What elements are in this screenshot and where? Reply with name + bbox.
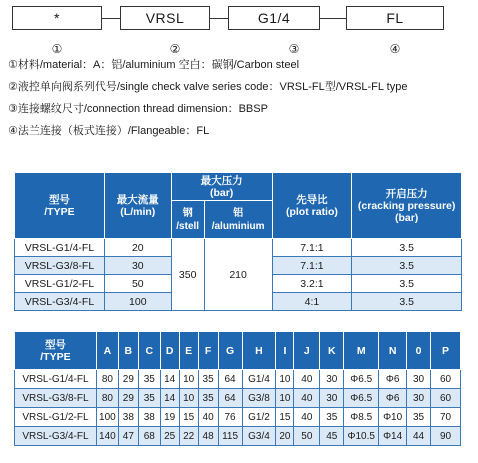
header-dim-j: J bbox=[294, 332, 320, 370]
cell-dimension: 40 bbox=[198, 408, 218, 427]
cell-ratio: 3.2:1 bbox=[272, 275, 352, 293]
cell-dimension: 29 bbox=[118, 370, 138, 389]
cell-dimension: Φ6.5 bbox=[344, 389, 379, 408]
cell-dimension: 70 bbox=[431, 408, 461, 427]
header-dim-i: I bbox=[276, 332, 294, 370]
cell-dimension: 10 bbox=[179, 389, 198, 408]
header-dim-m: M bbox=[344, 332, 379, 370]
cell-dimension: 22 bbox=[179, 427, 198, 446]
cell-dimension: 35 bbox=[138, 370, 160, 389]
cell-dimension: 140 bbox=[96, 427, 118, 446]
header-steel: 钢 /stell bbox=[171, 201, 204, 239]
cell-flow: 50 bbox=[104, 275, 171, 293]
cell-dimension: 10 bbox=[179, 370, 198, 389]
cell-dimension: 76 bbox=[218, 408, 242, 427]
cell-dimension: Φ6.5 bbox=[344, 370, 379, 389]
cell-dimension: 30 bbox=[320, 389, 344, 408]
cell-steel-pressure: 350 bbox=[171, 239, 204, 311]
cell-dimension: 35 bbox=[138, 389, 160, 408]
cell-ratio: 7.1:1 bbox=[272, 239, 352, 257]
header-dim-b: B bbox=[118, 332, 138, 370]
cell-dimension: 64 bbox=[218, 389, 242, 408]
cell-dimension: G3/8 bbox=[242, 389, 276, 408]
cell-dimension: 29 bbox=[118, 389, 138, 408]
header-dim-p: P bbox=[431, 332, 461, 370]
cell-ratio: 4:1 bbox=[272, 293, 352, 311]
table-row bbox=[15, 427, 461, 446]
cell-flow: 100 bbox=[104, 293, 171, 311]
cell-flow: 20 bbox=[104, 239, 171, 257]
cell-dimension: 68 bbox=[138, 427, 160, 446]
header-dim-a: A bbox=[96, 332, 118, 370]
cell-dimension: 10 bbox=[276, 370, 294, 389]
table-row bbox=[15, 389, 461, 408]
code-marker-4: ④ bbox=[389, 42, 401, 56]
cell-dimension: 48 bbox=[198, 427, 218, 446]
cell-dimension: 47 bbox=[118, 427, 138, 446]
cell-dimension: 60 bbox=[431, 370, 461, 389]
cell-dimension: 19 bbox=[160, 408, 179, 427]
cell-dimension: Φ6 bbox=[379, 370, 407, 389]
cell-cracking: 3.5 bbox=[352, 293, 462, 311]
cell-dimension: 38 bbox=[138, 408, 160, 427]
header-dim-n: N bbox=[379, 332, 407, 370]
cell-dimension: Φ10 bbox=[379, 408, 407, 427]
header-dim-e: E bbox=[179, 332, 198, 370]
cell-dimension: 60 bbox=[431, 389, 461, 408]
cell-type: VRSL-G3/4-FL bbox=[15, 293, 105, 311]
header-type: 型号 /TYPE bbox=[15, 173, 105, 239]
header-dim-h: H bbox=[242, 332, 276, 370]
cell-type: VRSL-G1/2-FL bbox=[15, 275, 105, 293]
cell-dimension: 100 bbox=[96, 408, 118, 427]
cell-type: VRSL-G3/8-FL bbox=[15, 257, 105, 275]
header-max-pressure: 最大压力 (bar) bbox=[171, 173, 272, 201]
cell-dimension: 45 bbox=[320, 427, 344, 446]
cell-dimension: 30 bbox=[320, 370, 344, 389]
table-row bbox=[15, 408, 461, 427]
cell-dimension: Φ10.5 bbox=[344, 427, 379, 446]
cell-dimension: 14 bbox=[160, 389, 179, 408]
cell-flow: 30 bbox=[104, 257, 171, 275]
cell-dimension: 90 bbox=[431, 427, 461, 446]
desc-material: ①材料/material：A：铝/aluminium 空白：碳钢/Carbon steel bbox=[8, 59, 300, 71]
cell-dimension: 35 bbox=[320, 408, 344, 427]
cell-dimension: Φ8.5 bbox=[344, 408, 379, 427]
cell-dimension: G1/2 bbox=[242, 408, 276, 427]
table-row bbox=[15, 239, 462, 257]
cell-dimension: 35 bbox=[198, 370, 218, 389]
cell-dimension: 15 bbox=[179, 408, 198, 427]
cell-dimension: 64 bbox=[218, 370, 242, 389]
code-separator bbox=[210, 18, 228, 19]
cell-cracking: 3.5 bbox=[352, 275, 462, 293]
code-box-flange: FL bbox=[346, 6, 444, 30]
cell-cracking: 3.5 bbox=[352, 239, 462, 257]
cell-dimension: 30 bbox=[407, 370, 431, 389]
cell-type: VRSL-G3/4-FL bbox=[15, 427, 97, 446]
desc-thread: ③连接螺纹尺寸/connection thread dimension：BBSP bbox=[8, 103, 268, 115]
cell-type: VRSL-G3/8-FL bbox=[15, 389, 97, 408]
dimension-table bbox=[14, 331, 461, 446]
code-marker-2: ② bbox=[169, 42, 181, 56]
cell-cracking: 3.5 bbox=[352, 257, 462, 275]
cell-dimension: 30 bbox=[407, 389, 431, 408]
cell-dimension: 20 bbox=[276, 427, 294, 446]
code-box-thread: G1/4 bbox=[228, 6, 320, 30]
header-dim-c: C bbox=[138, 332, 160, 370]
cell-dimension: Φ6 bbox=[379, 389, 407, 408]
cell-dimension: 35 bbox=[198, 389, 218, 408]
cell-dimension: 15 bbox=[276, 408, 294, 427]
header-cracking-pressure: 开启压力 (cracking pressure) (bar) bbox=[352, 173, 462, 239]
cell-dimension: 115 bbox=[218, 427, 242, 446]
header-dim-0: 0 bbox=[407, 332, 431, 370]
table-row bbox=[15, 370, 461, 389]
cell-dimension: 35 bbox=[407, 408, 431, 427]
cell-dimension: 40 bbox=[294, 408, 320, 427]
cell-dimension: Φ14 bbox=[379, 427, 407, 446]
desc-series: ②液控单向阀系列代号/single check valve series code：VRSL-FL型/VRSL-FL type bbox=[8, 81, 408, 93]
cell-dimension: 80 bbox=[96, 389, 118, 408]
desc-flange: ④法兰连接（板式连接）/Flangeable：FL bbox=[8, 125, 210, 137]
cell-type: VRSL-G1/4-FL bbox=[15, 370, 97, 389]
header-pilot-ratio: 先导比 (plot ratio) bbox=[272, 173, 352, 239]
header-type: 型号 /TYPE bbox=[15, 332, 97, 370]
code-separator bbox=[320, 18, 346, 19]
cell-dimension: 50 bbox=[294, 427, 320, 446]
header-max-flow: 最大流量 (L/min) bbox=[104, 173, 171, 239]
cell-dimension: 10 bbox=[276, 389, 294, 408]
spec-table bbox=[14, 172, 462, 311]
code-box-material: * bbox=[12, 6, 102, 30]
code-separator bbox=[102, 18, 120, 19]
code-marker-1: ① bbox=[51, 42, 63, 56]
cell-dimension: G1/4 bbox=[242, 370, 276, 389]
header-dim-k: K bbox=[320, 332, 344, 370]
code-box-series: VRSL bbox=[120, 6, 210, 30]
header-dim-d: D bbox=[160, 332, 179, 370]
cell-dimension: 25 bbox=[160, 427, 179, 446]
cell-dimension: 44 bbox=[407, 427, 431, 446]
cell-dimension: 38 bbox=[118, 408, 138, 427]
cell-dimension: G3/4 bbox=[242, 427, 276, 446]
cell-dimension: 40 bbox=[294, 370, 320, 389]
cell-dimension: 80 bbox=[96, 370, 118, 389]
header-dim-f: F bbox=[198, 332, 218, 370]
header-dim-g: G bbox=[218, 332, 242, 370]
code-marker-3: ③ bbox=[288, 42, 300, 56]
cell-dimension: 40 bbox=[294, 389, 320, 408]
cell-dimension: 14 bbox=[160, 370, 179, 389]
header-aluminium: 铝 /aluminium bbox=[204, 201, 272, 239]
cell-ratio: 7.1:1 bbox=[272, 257, 352, 275]
cell-aluminium-pressure: 210 bbox=[204, 239, 272, 311]
cell-type: VRSL-G1/2-FL bbox=[15, 408, 97, 427]
cell-type: VRSL-G1/4-FL bbox=[15, 239, 105, 257]
